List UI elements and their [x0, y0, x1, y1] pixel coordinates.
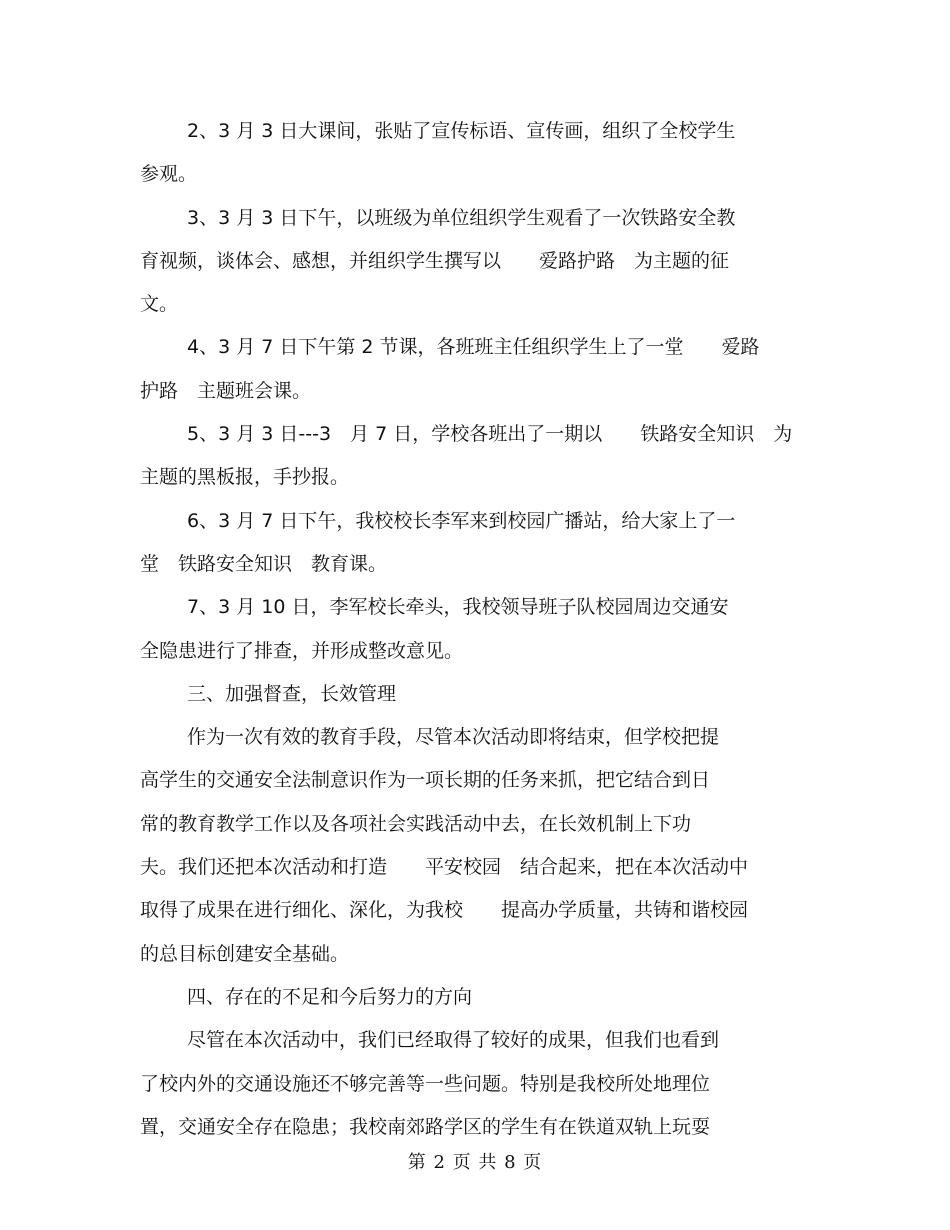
text-line: 7、3 月 10 日，李军校长牵头，我校领导班子队校园周边交通安: [187, 596, 729, 619]
text-line: 的总目标创建安全基础。: [140, 942, 350, 965]
text-line: 主题的黑板报，手抄报。: [140, 466, 350, 489]
text-line: 作为一次有效的教育手段，尽管本次活动即将结束，但学校把提: [187, 726, 720, 749]
text-line: 2、3 月 3 日大课间，张贴了宣传标语、宣传画，组织了全校学生: [187, 120, 736, 142]
text-line: 育视频，谈体会、感想，并组织学生撰写以 爱路护路 为主题的征: [140, 249, 730, 272]
text-line: 3、3 月 3 日下午，以班级为单位组织学生观看了一次铁路安全教: [187, 206, 736, 229]
page-number-footer: 第 2 页 共 8 页: [407, 1152, 543, 1173]
text-line: 夫。我们还把本次活动和打造 平安校园 结合起来，把在本次活动中: [140, 856, 749, 879]
text-line: 了校内外的交通设施还不够完善等一些问题。特别是我校所处地理位: [140, 1072, 711, 1095]
text-line: 6、3 月 7 日下午，我校校长李军来到校园广播站，给大家上了一: [187, 509, 736, 532]
text-line: 四、存在的不足和今后努力的方向: [187, 985, 473, 1008]
document-body: [140, 110, 820, 1149]
text-line: 护路 主题班会课。: [140, 379, 312, 402]
text-line: 4、3 月 7 日下午第 2 节课，各班班主任组织学生上了一堂 爱路: [187, 336, 760, 359]
text-line: 堂 铁路安全知识 教育课。: [140, 552, 388, 575]
text-line: 取得了成果在进行细化、深化，为我校 提高办学质量，共铸和谐校园: [140, 899, 749, 922]
text-line: 高学生的交通安全法制意识作为一项长期的任务来抓，把它结合到日: [140, 769, 711, 792]
text-line: 参观。: [140, 163, 198, 186]
text-line: 文。: [140, 293, 179, 316]
text-line: 5、3 月 3 日---3 月 7 日，学校各班出了一期以 铁路安全知识 为: [187, 423, 793, 446]
text-line: 全隐患进行了排查，并形成整改意见。: [140, 639, 464, 662]
text-line: 置，交通安全存在隐患；我校南郊路学区的学生有在铁道双轨上玩耍: [140, 1115, 711, 1138]
text-line: 三、加强督查，长效管理: [187, 682, 397, 705]
text-line: 尽管在本次活动中，我们已经取得了较好的成果，但我们也看到: [187, 1029, 720, 1052]
text-line: 常的教育教学工作以及各项社会实践活动中去，在长效机制上下功: [140, 812, 692, 835]
